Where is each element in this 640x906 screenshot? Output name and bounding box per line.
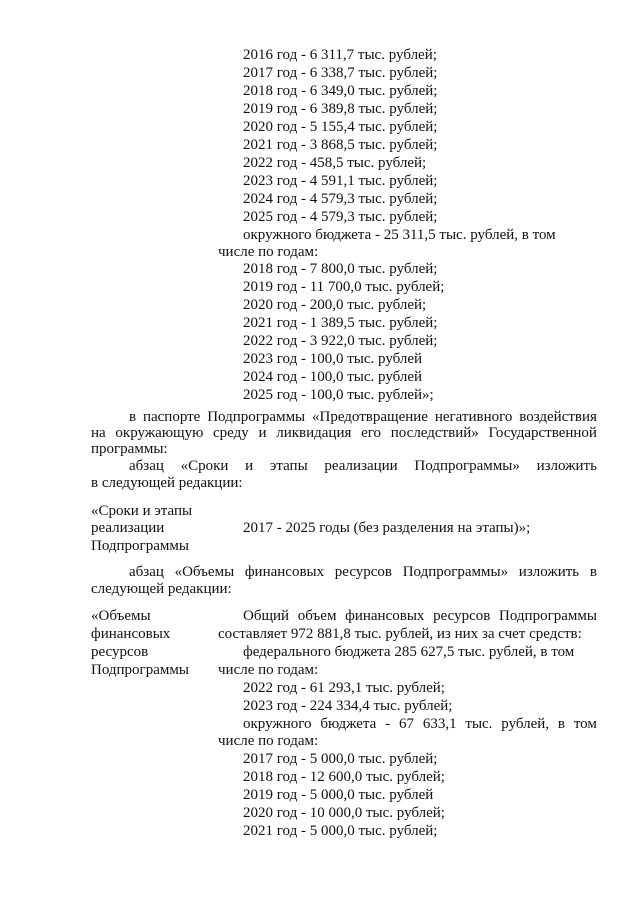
table-value: 2017 - 2025 годы (без разделения на этапы)»; xyxy=(243,520,531,536)
word: «Объемы xyxy=(174,564,235,580)
word: Подпрограммы» xyxy=(414,458,520,474)
paragraph-terms-line2: в следующей редакции: xyxy=(91,475,243,491)
year-line: 2019 год - 6 389,8 тыс. рублей; xyxy=(243,101,438,117)
year-line: 2022 год - 3 922,0 тыс. рублей; xyxy=(243,333,438,349)
year-line: 2021 год - 5 000,0 тыс. рублей; xyxy=(243,823,438,839)
word: абзац xyxy=(129,564,164,580)
table-label-line: реализации xyxy=(91,520,165,536)
table-label-line: «Сроки и этапы xyxy=(91,503,193,519)
year-line: 2023 год - 224 334,4 тыс. рублей; xyxy=(243,698,453,714)
word: объем xyxy=(297,608,337,624)
word: последствий» xyxy=(390,425,479,441)
word: ликвидация xyxy=(276,425,352,441)
year-line: 2019 год - 11 700,0 тыс. рублей; xyxy=(243,279,445,295)
table-label-line: финансовых xyxy=(91,626,171,642)
word: в xyxy=(129,409,137,425)
word: тыс. xyxy=(465,716,493,732)
year-line: 2017 год - 6 338,7 тыс. рублей; xyxy=(243,65,438,81)
word: Подпрограммы» xyxy=(402,564,509,580)
okr-budget-continuation: числе по годам: xyxy=(218,733,319,749)
word: ресурсов xyxy=(334,564,393,580)
total-volume-continuation: составляет 972 881,8 тыс. рублей, из них за счет средств: xyxy=(218,626,582,642)
word: и xyxy=(245,458,254,474)
word: «Сроки xyxy=(180,458,229,474)
word: и xyxy=(258,425,267,441)
word: этапы xyxy=(269,458,308,474)
year-line: 2019 год - 5 000,0 тыс. рублей xyxy=(243,787,434,803)
word: бюджета xyxy=(320,716,377,732)
word: финансовых xyxy=(244,564,325,580)
okr-budget-line: окружного бюджета - 25 311,5 тыс. рублей, в том xyxy=(243,227,556,243)
word: паспорте xyxy=(142,409,201,425)
word: абзац xyxy=(129,458,164,474)
year-line: 2022 год - 61 293,1 тыс. рублей; xyxy=(243,680,445,696)
word: Общий xyxy=(243,608,290,624)
year-line: 2024 год - 100,0 тыс. рублей xyxy=(243,369,423,385)
word: Государственной xyxy=(488,425,597,441)
word: Подпрограммы xyxy=(499,608,597,624)
fed-budget-line: федерального бюджета 285 627,5 тыс. рублей, в том xyxy=(243,644,575,660)
paragraph-volumes-line1 xyxy=(129,564,597,581)
word: окружного xyxy=(243,716,312,732)
word: 633,1 xyxy=(422,716,457,732)
word: ресурсов xyxy=(433,608,491,624)
year-line: 2021 год - 3 868,5 тыс. рублей; xyxy=(243,137,438,153)
word: «Предотвращение xyxy=(312,409,428,425)
word: финансовых xyxy=(345,608,425,624)
year-line: 2021 год - 1 389,5 тыс. рублей; xyxy=(243,315,438,331)
year-line: 2018 год - 12 600,0 тыс. рублей; xyxy=(243,769,445,785)
word: окружающую xyxy=(115,425,204,441)
table-label-line: Подпрограммы xyxy=(91,538,189,554)
okr-budget-continuation: числе по годам: xyxy=(218,244,319,260)
word: - xyxy=(385,716,391,732)
word: реализации xyxy=(324,458,398,474)
year-line: 2025 год - 4 579,3 тыс. рублей; xyxy=(243,209,438,225)
word: в xyxy=(557,716,565,732)
year-line: 2024 год - 4 579,3 тыс. рублей; xyxy=(243,191,438,207)
paragraph-passport-line2 xyxy=(91,425,597,442)
word: негативного xyxy=(434,409,513,425)
word: 67 xyxy=(398,716,414,732)
word: среду xyxy=(213,425,249,441)
paragraph-volumes-line2: следующей редакции: xyxy=(91,581,232,597)
year-line: 2018 год - 7 800,0 тыс. рублей; xyxy=(243,261,438,277)
paragraph-passport-line3: программы: xyxy=(91,441,168,457)
fed-budget-continuation: числе по годам: xyxy=(218,662,319,678)
word: в xyxy=(589,564,597,580)
year-line: 2023 год - 100,0 тыс. рублей xyxy=(243,351,423,367)
word: рублей, xyxy=(501,716,550,732)
year-line: 2025 год - 100,0 тыс. рублей»; xyxy=(243,387,434,403)
year-line: 2022 год - 458,5 тыс. рублей; xyxy=(243,155,427,171)
paragraph-passport-line1 xyxy=(129,409,597,426)
year-line: 2020 год - 5 155,4 тыс. рублей; xyxy=(243,119,438,135)
word: на xyxy=(91,425,106,441)
word: его xyxy=(361,425,382,441)
word: воздействия xyxy=(519,409,597,425)
paragraph-terms-line1 xyxy=(129,458,597,475)
year-line: 2020 год - 10 000,0 тыс. рублей; xyxy=(243,805,445,821)
word: изложить xyxy=(518,564,580,580)
year-line: 2016 год - 6 311,7 тыс. рублей; xyxy=(243,47,437,63)
year-line: 2018 год - 6 349,0 тыс. рублей; xyxy=(243,83,438,99)
word: Подпрограммы xyxy=(207,409,306,425)
year-line: 2023 год - 4 591,1 тыс. рублей; xyxy=(243,173,438,189)
word: том xyxy=(573,716,597,732)
table-label-line: «Объемы xyxy=(91,608,151,624)
year-line: 2020 год - 200,0 тыс. рублей; xyxy=(243,297,427,313)
year-line: 2017 год - 5 000,0 тыс. рублей; xyxy=(243,751,438,767)
table-label-line: ресурсов xyxy=(91,644,149,660)
table-label-line: Подпрограммы xyxy=(91,662,189,678)
total-volume-line xyxy=(243,608,597,625)
word: изложить xyxy=(536,458,597,474)
okr-budget-line xyxy=(243,716,597,733)
